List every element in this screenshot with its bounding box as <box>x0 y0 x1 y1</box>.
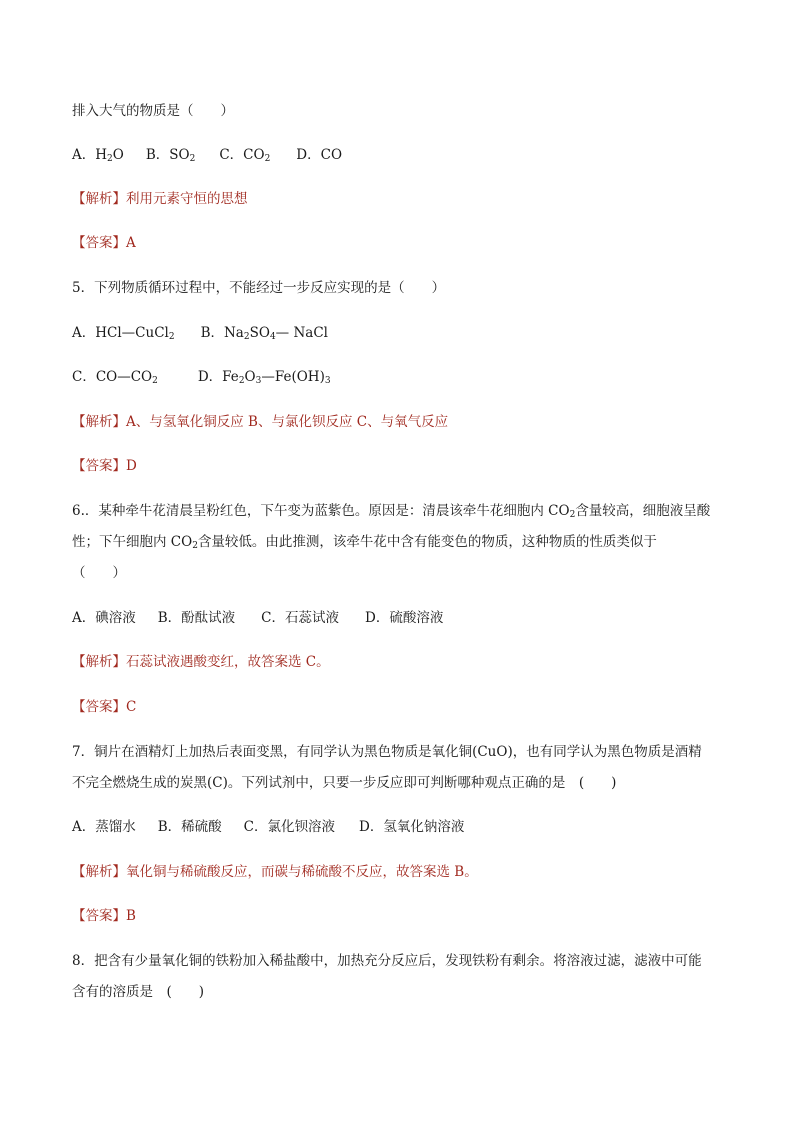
q7-option-b: B．稀硫酸 <box>157 819 222 835</box>
q7-analysis <box>72 862 478 882</box>
q6-stem-line2: 性；下午细胞内 $CO_2$含量较低。由此推测，该牵牛花中含有能变色的物质，这种物质的性质类似于 <box>72 534 657 551</box>
analysis-label: 【解析】 <box>72 864 126 880</box>
answer-label: 【答案】 <box>72 699 126 715</box>
analysis-label: 【解析】 <box>72 654 126 670</box>
q5-answer <box>72 456 137 476</box>
q7-option-a: A．蒸馏水 <box>72 819 136 835</box>
q7-option-c: C．氯化钡溶液 <box>243 819 336 835</box>
q7-options <box>72 817 464 837</box>
q8-stem-line1: 8．把含有少量氧化铜的铁粉加入稀盐酸中，加热充分反应后，发现铁粉有剩余。将溶液过滤，滤液中可能 <box>72 953 702 969</box>
analysis-label: 【解析】 <box>72 414 126 430</box>
analysis-text: 利用元素守恒的思想 <box>126 191 248 207</box>
answer-text: B <box>126 908 136 924</box>
q4-answer <box>72 233 136 253</box>
q6-analysis <box>72 652 330 672</box>
q6-option-b: B．酚酞试液 <box>157 610 236 626</box>
q6-answer <box>72 697 136 717</box>
q8-stem-line2: 含有的溶质是 ( ) <box>72 984 205 1000</box>
q5-option-a: A．HCl—CuCl$_2$ <box>72 325 175 342</box>
q5-option-d: D．$Fe_2O_3—Fe(OH)_3$ <box>197 369 331 386</box>
q4-analysis <box>72 189 248 209</box>
q5-options-cd <box>72 367 331 387</box>
q4-option-c: C．$CO_2$ <box>219 147 271 164</box>
answer-text: C <box>126 699 137 715</box>
q6-options <box>72 608 443 628</box>
q6-option-a: A．碘溶液 <box>72 610 136 626</box>
answer-text: D <box>126 458 137 474</box>
q6-stem-line1: 6.．某种牵牛花清晨呈粉红色，下午变为蓝紫色。原因是：清晨该牵牛花细胞内 $CO_2$含量较高，细胞液呈酸 <box>72 503 711 520</box>
q7-stem-line2: 不完全燃烧生成的炭黑(C)。下列试剂中，只要一步反应即可判断哪种观点正确的是 ( ) <box>72 775 617 791</box>
q5-option-c: C．$CO—CO_2$ <box>72 369 158 386</box>
q4-option-b: B．$SO_2$ <box>145 147 196 164</box>
q6-option-d: D．硫酸溶液 <box>365 610 444 626</box>
answer-text: A <box>126 235 136 251</box>
q6-stem-line3: （ ） <box>72 565 126 581</box>
analysis-text: 石蕊试液遇酸变红，故答案选 C。 <box>126 654 330 670</box>
q5-analysis <box>72 412 448 432</box>
q5-option-b: B．$Na_2SO_4—$ NaCl <box>200 325 328 342</box>
q4-stem-tail: 排入大气的物质是（ ） <box>72 103 234 119</box>
answer-label: 【答案】 <box>72 908 126 924</box>
q7-stem-line1: 7．铜片在酒精灯上加热后表面变黑，有同学认为黑色物质是氧化铜(CuO)，也有同学认为黑色物质是酒精 <box>72 744 702 760</box>
q7-option-d: D．氢氧化钠溶液 <box>359 819 465 835</box>
analysis-text: 氧化铜与稀硫酸反应，而碳与稀硫酸不反应，故答案选 B。 <box>126 864 478 880</box>
q4-option-d: D．CO <box>296 147 343 163</box>
analysis-label: 【解析】 <box>72 191 126 207</box>
q7-answer <box>72 906 136 926</box>
q6-option-c: C．石蕊试液 <box>261 610 340 626</box>
q4-options <box>72 145 342 165</box>
q5-stem: 5．下列物质循环过程中，不能经过一步反应实现的是（ ） <box>72 280 446 296</box>
q4-option-a: A．$H_2O$ <box>72 147 124 164</box>
analysis-text: A、与氢氧化铜反应 B、与氯化钡反应 C、与氧气反应 <box>126 414 449 430</box>
q5-options-ab <box>72 323 328 343</box>
answer-label: 【答案】 <box>72 235 126 251</box>
answer-label: 【答案】 <box>72 458 126 474</box>
